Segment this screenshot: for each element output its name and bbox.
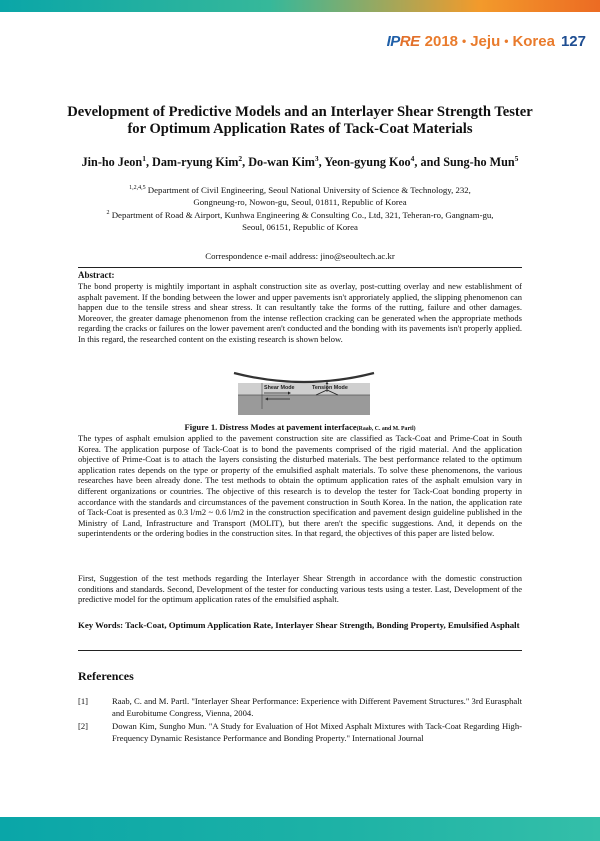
distress-modes-figure <box>232 369 376 417</box>
keywords: Key Words: Tack-Coat, Optimum Application Rate, Interlayer Shear Strength, Bonding Property, Emulsified Asphalt <box>78 620 520 630</box>
divider-top <box>78 267 522 268</box>
shear-mode-label: Shear Mode <box>264 385 295 391</box>
abstract-heading: Abstract: <box>78 270 115 280</box>
separator-dot: • <box>504 34 509 48</box>
body-paragraph-3: First, Suggestion of the test methods regarding the Interlayer Shear Strength in accordance with the domestic construction conditions and standards. Second, Development of the tester for conducting various tests using a tester. Last, Development of the predictive model for the optimum application rates of the emulsified asphalt. <box>78 573 522 605</box>
title-line-2: for Optimum Application Rates of Tack-Coat Materials <box>127 121 473 137</box>
affiliation-2-line-1: $^2$ Department of Road & Airport, Kunhwa Engineering & Consulting Co., Ltd, 321, Teheran-ro, Gangnam-gu, <box>106 210 494 221</box>
separator-dot: • <box>462 34 467 48</box>
author-name: Sung-ho Mun <box>443 155 515 170</box>
reference-number: [2] <box>78 721 89 731</box>
affiliation-1-line-2: Gongneung-ro, Nowon-gu, Seoul, 01811, Republic of Korea <box>193 196 407 207</box>
affiliations <box>60 183 540 233</box>
ipre-logo: IPRE <box>386 32 420 50</box>
author-name: Do-wan Kim <box>248 155 315 170</box>
reference-text: Dowan Kim, Sungho Mun. "A Study for Evaluation of Hot Mixed Asphalt Mixtures with Tack-Coat Regarding High-Frequency Dynamic Resistance Performance and Bonding Property." International Journal <box>112 721 522 743</box>
conference-header <box>387 31 586 51</box>
author-list: Jin-ho Jeon$^1$, Dam-ryung Kim$^2$, Do-wan Kim$^3$, Yeon-gyung Koo$^4$, and Sung-ho Mun$^5$ <box>81 154 519 170</box>
bottom-color-band <box>0 817 600 841</box>
reference-item <box>78 696 522 719</box>
author-affiliation-mark: 2 <box>238 154 243 163</box>
conference-country: Korea <box>512 32 555 50</box>
page-number: 127 <box>560 32 586 50</box>
conference-city: Jeju <box>470 32 501 50</box>
author-affiliation-mark: 3 <box>314 154 319 163</box>
figure-illustration <box>232 369 376 417</box>
affiliation-2-line-2: Seoul, 06151, Republic of Korea <box>242 221 358 232</box>
paper-title <box>60 104 540 138</box>
reference-text: Raab, C. and M. Partl. "Interlayer Shear Performance: Experience with Different Pavement Structures." 3rd Eurasphalt and Eurobitume Congress, Vienna, 2004. <box>112 696 522 718</box>
author-name: Jin-ho Jeon <box>81 155 143 170</box>
tension-mode-label: Tension Mode <box>312 385 348 391</box>
divider-bottom <box>78 650 522 651</box>
conference-year: 2018 <box>424 32 459 50</box>
author-name: Dam-ryung Kim <box>152 155 239 170</box>
wheel-load-curve <box>234 373 374 382</box>
author-affiliation-mark: 4 <box>410 154 415 163</box>
author-affiliation-mark: 5 <box>514 154 519 163</box>
top-color-band <box>0 0 600 12</box>
upper-pavement-layer <box>238 383 370 395</box>
references-heading: References <box>78 669 134 683</box>
body-paragraph-2: The types of asphalt emulsion applied to the pavement construction site are classified as Tack-Coat and Prime-Coat in South Korea. The application purpose of Tack-Coat is to bond the pavements comprised of the rigid material. And the application objective of Prime-Coat is to attach the layers consisting the disturbed materials. The best performance related to the optimum application rates depends on the type or property of the emulsified asphalt materials. To solve these phenomenons, the various researches have been already done. The test methods to obtain the optimum application rates of the asphalt emulsion vary in different organizations or countries. The objective of this research is to develop the tester for Tack-Coat bonding property in accordance with the standards and circumstances of the pavement construction in South Korea. In the nation, the application rate of Tack-Coat is presented as 0.3 l/m2 ~ 0.6 l/m2 in the construction specification and pavement design guideline published in the Ministry of Land, Infrastructure and Transport (MOLIT), but there aren't the specific suggestions. And, it depends on the superintendents or the ordering bodies in the construction sites. In that regard, the objectives of this paper are listed below. <box>78 433 522 539</box>
reference-item <box>78 721 522 744</box>
affiliation-1-line-1: $^{1,2,4,5}$ Department of Civil Engineering, Seoul National University of Science & Technology, 232, <box>129 184 471 195</box>
reference-number: [1] <box>78 696 89 706</box>
figure-citation: (Raab, C. and M. Partl) <box>356 426 416 432</box>
author-affiliation-mark: 1 <box>142 154 146 163</box>
figure-caption: Figure 1. Distress Modes at pavement interface(Raab, C. and M. Partl) <box>184 422 416 432</box>
abstract-paragraph-1: The bond property is mightily important in asphalt construction site as overlay, post-cutting overlay and new establishment of asphalt pavement. If the bonding between the lower and upper pavements isn't approriately applied, the slipping phenomenon can happen due to the tensile stress and shear stress. It can resultantly take the forms of the rutting, failure and other damages. Moreover, the greater damage phenomenon from the intense reflection cracking can be generated when the appropriate methods regarding the cracks or failures on the lower pavement aren't conducted and the bonding with its pavements isn't properly applied. In this regard, the researched content on the existing research is shown below. <box>78 281 522 344</box>
correspondence-email: Correspondence e-mail address: jino@seoultech.ac.kr <box>205 251 395 261</box>
author-name: Yeon-gyung Koo <box>324 155 411 170</box>
lower-pavement-layer <box>238 395 370 415</box>
title-line-1: Development of Predictive Models and an Interlayer Shear Strength Tester <box>67 104 533 120</box>
